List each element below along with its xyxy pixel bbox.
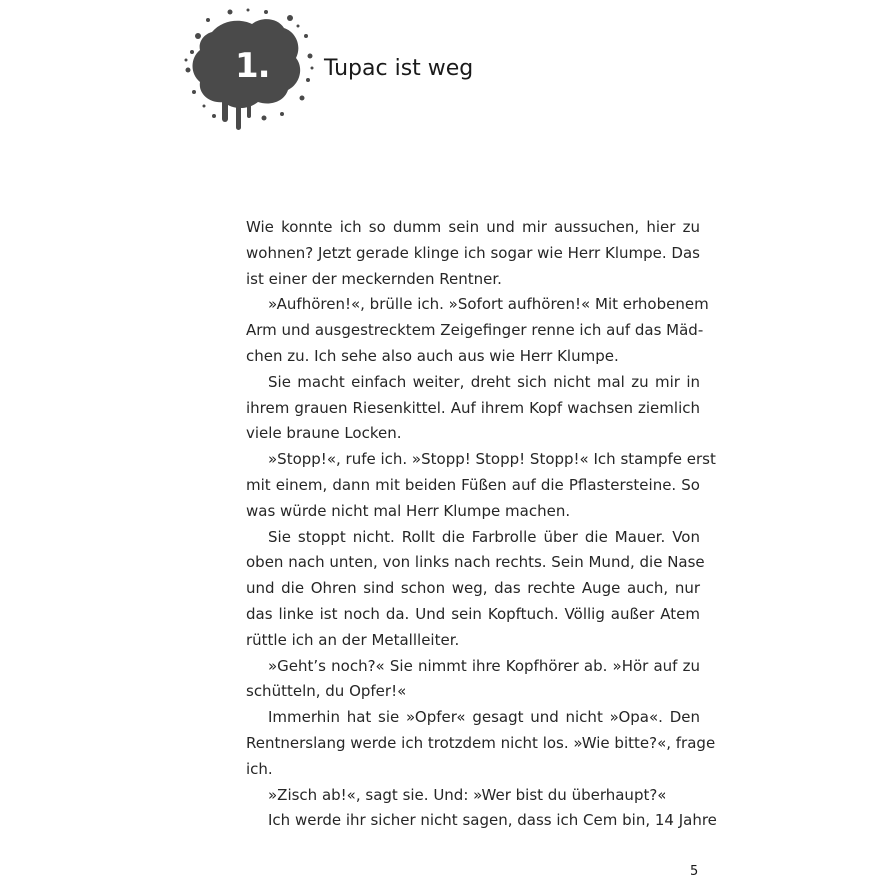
text-line: chen zu. Ich sehe also auch aus wie Herr Klumpe. — [246, 346, 619, 365]
chapter-number: 1. — [235, 46, 270, 86]
text-line: viele braune Locken. — [246, 424, 402, 443]
text-line: rüttle ich an der Metallleiter. — [246, 630, 460, 649]
text-line: »Zisch ab!«, sagt sie. Und: »Wer bist du überhaupt?« — [268, 785, 667, 804]
text-line: Immerhin hat sie »Opfer« gesagt und nicht »Opa«. Den — [268, 708, 700, 727]
text-line: wohnen? Jetzt gerade klinge ich sogar wie Herr Klumpe. Das — [246, 243, 700, 262]
text-line: und die Ohren sind schon weg, das rechte Auge auch, nur — [246, 579, 700, 598]
text-line: Sie macht einfach weiter, dreht sich nicht mal zu mir in — [268, 372, 700, 391]
text-line: ihrem grauen Riesenkittel. Auf ihrem Kopf wachsen ziemlich — [246, 398, 700, 417]
body-text — [246, 215, 717, 834]
text-line: oben nach unten, von links nach rechts. Sein Mund, die Nase — [246, 553, 705, 572]
text-line: ist einer der meckernden Rentner. — [246, 269, 502, 288]
text-line: das linke ist noch da. Und sein Kopftuch. Völlig außer Atem — [246, 604, 700, 623]
text-line: mit einem, dann mit beiden Füßen auf die Pflastersteine. So — [246, 475, 700, 494]
text-line: ich. — [246, 759, 273, 778]
text-line: »Stopp!«, rufe ich. »Stopp! Stopp! Stopp!« Ich stampfe erst — [268, 450, 716, 469]
chapter-title: Tupac ist weg — [324, 56, 474, 81]
text-line: schütteln, du Opfer!« — [246, 682, 407, 701]
text-line: Ich werde ihr sicher nicht sagen, dass ich Cem bin, 14 Jahre — [268, 811, 717, 830]
text-line: Wie konnte ich so dumm sein und mir aussuchen, hier zu — [246, 218, 700, 236]
text-line: was würde nicht mal Herr Klumpe machen. — [246, 501, 571, 520]
text-line: Arm und ausgestrecktem Zeigefinger renne ich auf das Mäd- — [246, 321, 704, 340]
text-line: »Geht’s noch?« Sie nimmt ihre Kopfhörer ab. »Hör auf zu — [268, 656, 700, 675]
page-number: 5 — [690, 864, 699, 879]
text-line: Sie stoppt nicht. Rollt die Farbrolle über die Mauer. Von — [268, 527, 700, 546]
text-line: Rentnerslang werde ich trotzdem nicht los. »Wie bitte?«, frage — [246, 733, 716, 752]
chapter-badge — [178, 6, 318, 134]
text-line: »Aufhören!«, brülle ich. »Sofort aufhören!« Mit erhobenem — [268, 295, 709, 314]
